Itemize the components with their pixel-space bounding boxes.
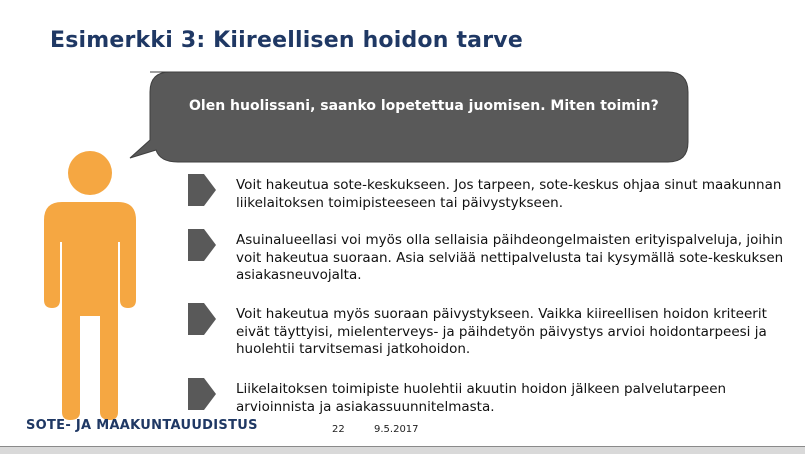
arrow-right-icon [186, 376, 218, 412]
item-text: Voit hakeutua myös suoraan päivystykseen. Vaikka kiireellisen hoidon kriteerit eivät täyttyisi, mielenterveys- ja päihdetyön päivystys arvioi hoidontarpeesi ja huolehtii tarvitsemasi jatkohoidon. [236, 306, 767, 357]
item-text: Voit hakeutua sote-keskukseen. Jos tarpeen, sote-keskus ohjaa sinut maakunnan liikelaitoksen toimipisteeseen tai päivystykseen. [236, 177, 782, 211]
arrow-right-icon [186, 227, 218, 263]
question-text: Olen huolissani, saanko lopetettua juomisen. Miten toimin? [189, 98, 659, 114]
arrow-right-icon [186, 172, 218, 208]
item-text: Liikelaitoksen toimipiste huolehtii akuutin hoidon jälkeen palvelutarpeen arvioinnista ja asiakassuunnitelmasta. [236, 381, 727, 415]
item-text: Asuinalueellasi voi myös olla sellaisia päihdeongelmaisten erityispalveluja, joihin voit hakeutua suoraan. Asia selviää nettipalvelusta tai kysymällä sote-keskuksen asiakasneuvojalta. [236, 232, 784, 283]
footer-date: 9.5.2017 [374, 424, 419, 435]
page-number: 22 [332, 424, 345, 435]
arrow-right-icon [186, 301, 218, 337]
footer-brand: SOTE- JA MAAKUNTAUUDISTUS [26, 418, 258, 433]
slide-title: Esimerkki 3: Kiireellisen hoidon tarve [50, 28, 523, 53]
person-icon [40, 150, 140, 420]
